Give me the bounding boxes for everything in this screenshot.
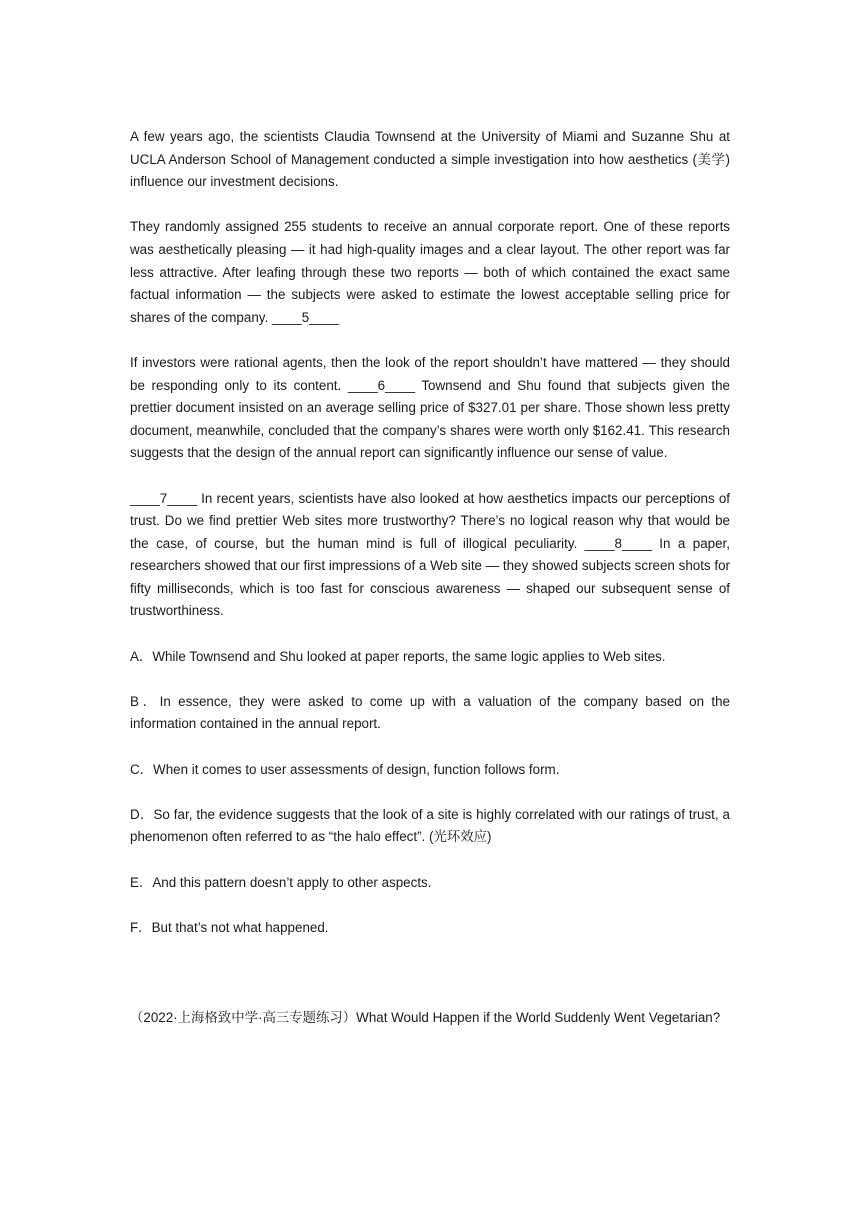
option-d: D．So far, the evidence suggests that the look of a site is highly correlated with our ratings of trust, a phenomenon often referred to as “the halo effect”. (光环效应) bbox=[130, 806, 730, 845]
section-spacer bbox=[130, 962, 730, 1007]
document-body bbox=[130, 126, 730, 1052]
passage-paragraph-3: If investors were rational agents, then the look of the report shouldn’t have mattered — they should be responding only to its content. ____6____ Townsend and Shu found that subjects given the prettier document insisted on an average selling price of $327.01 per share. Those shown less pretty document, meanwhile, concluded that the company’s shares were worth only $162.41. This research suggests that the design of the annual report can significantly influence our sense of value. bbox=[130, 354, 730, 461]
passage-paragraph-1: A few years ago, the scientists Claudia Townsend at the University of Miami and Suzanne Shu at UCLA Anderson School of Management conducted a simple investigation into how aesthetics (美学) influence our investment decisions. bbox=[130, 129, 730, 190]
passage-paragraph-2: They randomly assigned 255 students to receive an annual corporate report. One of these reports was aesthetically pleasing — it had high-quality images and a clear layout. The other report was far less attractive. After leafing through these two reports — both of which contained the exact same factual information — the subjects were asked to estimate the lowest acceptable selling price for shares of the company. ____5____ bbox=[130, 219, 730, 325]
option-c: C．When it comes to user assessments of design, function follows form. bbox=[130, 761, 560, 777]
option-f: F．But that’s not what happened. bbox=[130, 919, 329, 935]
option-b: B．In essence, they were asked to come up with a valuation of the company based on the information contained in the annual report. bbox=[130, 693, 730, 732]
next-section-heading: （2022·上海格致中学·高三专题练习）What Would Happen if the World Suddenly Went Vegetarian? bbox=[130, 1009, 721, 1025]
option-a: A．While Townsend and Shu looked at paper reports, the same logic applies to Web sites. bbox=[130, 648, 666, 664]
option-e: E．And this pattern doesn’t apply to other aspects. bbox=[130, 874, 432, 890]
passage-paragraph-4: ____7____ In recent years, scientists have also looked at how aesthetics impacts our perceptions of trust. Do we find prettier Web sites more trustworthy? There’s no logical reason why that would be the case, of course, but the human mind is full of illogical peculiarity. ____8____ In a paper, researchers showed that our first impressions of a Web site — they showed subjects screen shots for fifty milliseconds, which is too fast for conscious awareness — shaped our subsequent sense of trustworthiness. bbox=[130, 490, 730, 619]
